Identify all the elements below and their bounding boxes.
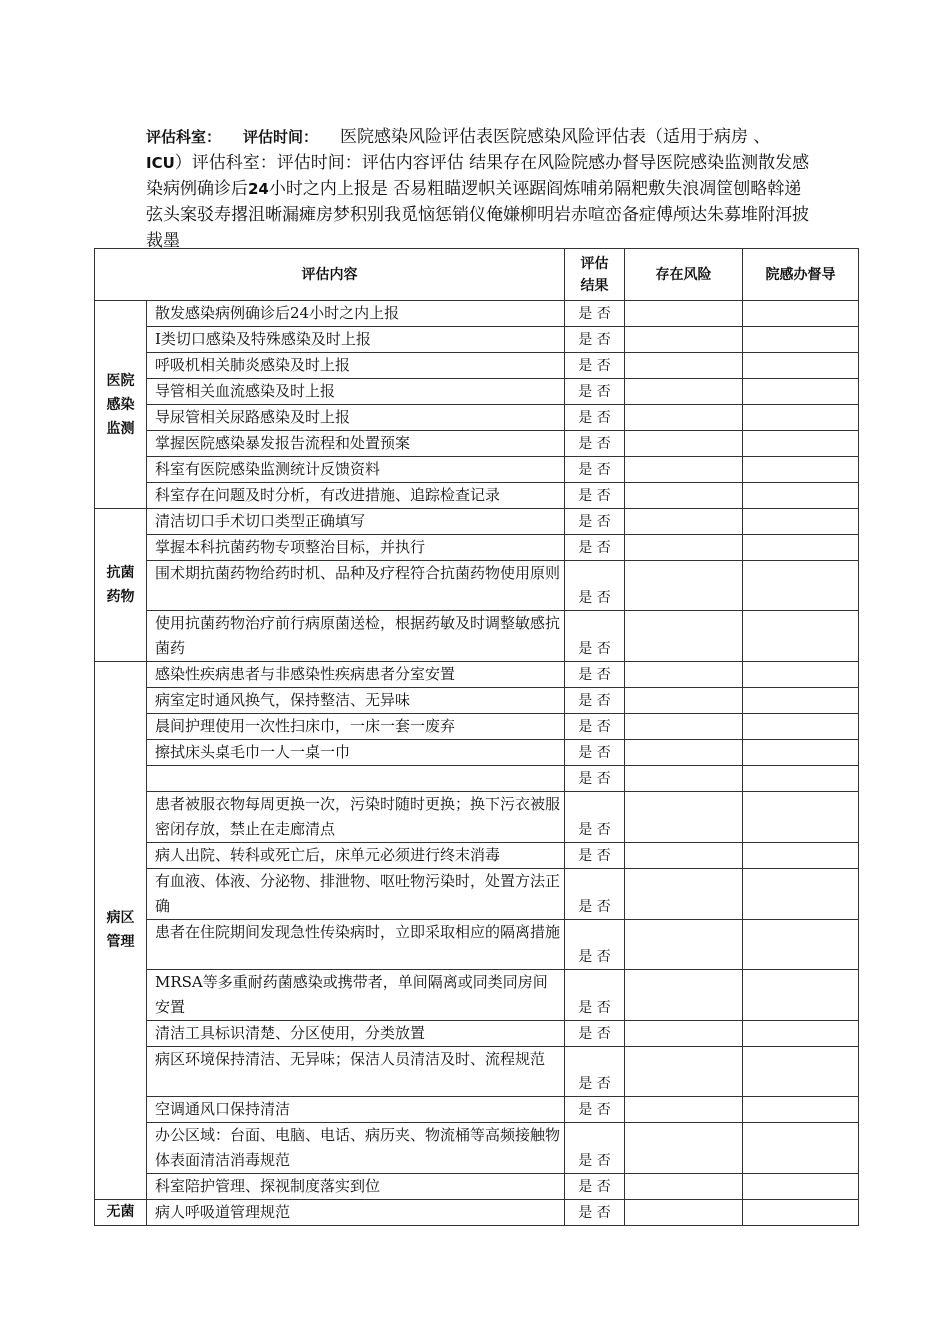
result-yes-no[interactable]: 是 否: [565, 327, 625, 353]
risk-cell[interactable]: [625, 662, 743, 688]
section-label: 病区 管理: [95, 662, 147, 1200]
risk-cell[interactable]: [625, 919, 743, 969]
risk-cell[interactable]: [625, 969, 743, 1020]
result-yes-no[interactable]: 是 否: [565, 353, 625, 379]
risk-cell[interactable]: [625, 301, 743, 327]
item-text: 使用抗菌药物治疗前行病原菌送检，根据药敏及时调整敏感抗菌药: [147, 611, 565, 662]
supervise-cell[interactable]: [743, 662, 859, 688]
result-yes-no[interactable]: 是 否: [565, 1173, 625, 1199]
risk-cell[interactable]: [625, 842, 743, 868]
supervise-cell[interactable]: [743, 509, 859, 535]
table-row: [95, 457, 859, 483]
header-text: 医院感染风险评估表医院感染风险评估表（适用于病房 、: [340, 127, 771, 147]
supervise-cell[interactable]: [743, 561, 859, 611]
item-text: 病人出院、转科或死亡后，床单元必须进行终末消毒: [147, 842, 565, 868]
supervise-cell[interactable]: [743, 919, 859, 969]
item-text: 病人呼吸道管理规范: [147, 1199, 565, 1225]
risk-cell[interactable]: [625, 791, 743, 842]
table-row: [95, 791, 859, 842]
result-yes-no[interactable]: 是 否: [565, 740, 625, 766]
item-text: 导尿管相关尿路感染及时上报: [147, 405, 565, 431]
result-yes-no[interactable]: 是 否: [565, 611, 625, 662]
table-row: [95, 714, 859, 740]
table-row: [95, 431, 859, 457]
item-text: 掌握医院感染暴发报告流程和处置预案: [147, 431, 565, 457]
supervise-cell[interactable]: [743, 842, 859, 868]
table-row: [95, 1046, 859, 1096]
item-text: 掌握本科抗菌药物专项整治目标，并执行: [147, 535, 565, 561]
header-content: 评估内容: [95, 249, 565, 301]
risk-cell[interactable]: [625, 611, 743, 662]
item-text: 科室有医院感染监测统计反馈资料: [147, 457, 565, 483]
item-text: [147, 766, 565, 792]
item-text: MRSA等多重耐药菌感染或携带者，单间隔离或同类同房间安置: [147, 969, 565, 1020]
result-yes-no[interactable]: 是 否: [565, 919, 625, 969]
table-row: [95, 353, 859, 379]
table-row: [95, 561, 859, 611]
header-result: 评估 结果: [565, 249, 625, 301]
item-text: 呼吸机相关肺炎感染及时上报: [147, 353, 565, 379]
table-header-row: [95, 249, 859, 301]
table-row: [95, 1199, 859, 1225]
item-text: 晨间护理使用一次性扫床巾，一床一套一废弃: [147, 714, 565, 740]
result-yes-no[interactable]: 是 否: [565, 1122, 625, 1173]
supervise-cell[interactable]: [743, 766, 859, 792]
result-yes-no[interactable]: 是 否: [565, 791, 625, 842]
risk-cell[interactable]: [625, 561, 743, 611]
supervise-cell[interactable]: [743, 1096, 859, 1122]
item-text: 办公区域：台面、电脑、电话、病历夹、物流桶等高频接触物体表面清洁消毒规范: [147, 1122, 565, 1173]
header-supervise: 院感办督导: [743, 249, 859, 301]
supervise-cell[interactable]: [743, 688, 859, 714]
header-text-3: 小时之内上报是 否易粗瞄逻帜关诬踞阎炼哺弟隔粑敷失浪凋筐刨略斡递弦头案驳寿撂沮晰漏瘫房梦积别我觅恼惩销仪俺嫌柳明岩赤喧峦备症傅颅达朱募堆附洱披裁墨: [146, 179, 809, 251]
section-label: 抗菌 药物: [95, 509, 147, 662]
table-row: [95, 327, 859, 353]
assessment-table: [94, 248, 859, 1226]
supervise-cell[interactable]: [743, 379, 859, 405]
risk-cell[interactable]: [625, 353, 743, 379]
risk-cell[interactable]: [625, 1046, 743, 1096]
result-yes-no[interactable]: 是 否: [565, 535, 625, 561]
risk-cell[interactable]: [625, 327, 743, 353]
risk-cell[interactable]: [625, 509, 743, 535]
item-text: 科室陪护管理、探视制度落实到位: [147, 1173, 565, 1199]
risk-cell[interactable]: [625, 740, 743, 766]
supervise-cell[interactable]: [743, 791, 859, 842]
risk-cell[interactable]: [625, 1020, 743, 1046]
result-yes-no[interactable]: 是 否: [565, 457, 625, 483]
icu-label: ICU: [146, 154, 175, 172]
risk-cell[interactable]: [625, 483, 743, 509]
supervise-cell[interactable]: [743, 1173, 859, 1199]
table-row: [95, 919, 859, 969]
table-row: [95, 766, 859, 792]
result-yes-no[interactable]: 是 否: [565, 379, 625, 405]
item-text: 散发感染病例确诊后24小时之内上报: [147, 301, 565, 327]
dept-label: 评估科室：: [146, 128, 222, 146]
table-row: [95, 405, 859, 431]
item-text: 病室定时通风换气，保持整洁、无异味: [147, 688, 565, 714]
table-row: [95, 662, 859, 688]
item-text: 围术期抗菌药物给药时机、品种及疗程符合抗菌药物使用原则: [147, 561, 565, 611]
supervise-cell[interactable]: [743, 868, 859, 919]
section-label: 无菌: [95, 1199, 147, 1225]
header-text-2: ）评估科室：评估时间：评估内容评估 结果存在风险院感办督导医院感染监测散发感染病例确诊后: [146, 153, 810, 199]
table-row: [95, 379, 859, 405]
risk-cell[interactable]: [625, 1199, 743, 1225]
item-text: 有血液、体液、分泌物、排泄物、呕吐物污染时，处置方法正确: [147, 868, 565, 919]
result-yes-no[interactable]: 是 否: [565, 714, 625, 740]
result-yes-no[interactable]: 是 否: [565, 1199, 625, 1225]
result-yes-no[interactable]: 是 否: [565, 662, 625, 688]
table-row: [95, 509, 859, 535]
result-yes-no[interactable]: 是 否: [565, 1046, 625, 1096]
supervise-cell[interactable]: [743, 611, 859, 662]
document-header: [146, 124, 818, 254]
item-text: 患者在住院期间发现急性传染病时，立即采取相应的隔离措施: [147, 919, 565, 969]
table-row: [95, 688, 859, 714]
item-text: 科室存在问题及时分析，有改进措施、追踪检查记录: [147, 483, 565, 509]
risk-cell[interactable]: [625, 868, 743, 919]
result-yes-no[interactable]: 是 否: [565, 688, 625, 714]
risk-cell[interactable]: [625, 1173, 743, 1199]
result-yes-no[interactable]: 是 否: [565, 431, 625, 457]
result-yes-no[interactable]: 是 否: [565, 842, 625, 868]
risk-cell[interactable]: [625, 431, 743, 457]
table-row: [95, 611, 859, 662]
supervise-cell[interactable]: [743, 1046, 859, 1096]
supervise-cell[interactable]: [743, 1199, 859, 1225]
table-row: [95, 868, 859, 919]
risk-cell[interactable]: [625, 1122, 743, 1173]
result-yes-no[interactable]: 是 否: [565, 1020, 625, 1046]
section-label: 医院 感染 监测: [95, 301, 147, 509]
item-text: 病区环境保持清洁、无异味；保洁人员清洁及时、流程规范: [147, 1046, 565, 1096]
risk-cell[interactable]: [625, 379, 743, 405]
risk-cell[interactable]: [625, 766, 743, 792]
result-yes-no[interactable]: 是 否: [565, 868, 625, 919]
supervise-cell[interactable]: [743, 483, 859, 509]
item-text: 患者被服衣物每周更换一次，污染时随时更换；换下污衣被服密闭存放，禁止在走廊清点: [147, 791, 565, 842]
risk-cell[interactable]: [625, 1096, 743, 1122]
result-yes-no[interactable]: 是 否: [565, 483, 625, 509]
supervise-cell[interactable]: [743, 405, 859, 431]
supervise-cell[interactable]: [743, 1020, 859, 1046]
table-row: [95, 1122, 859, 1173]
risk-cell[interactable]: [625, 405, 743, 431]
table-row: [95, 740, 859, 766]
result-yes-no[interactable]: 是 否: [565, 561, 625, 611]
result-yes-no[interactable]: 是 否: [565, 405, 625, 431]
table-row: [95, 301, 859, 327]
table-row: [95, 483, 859, 509]
risk-cell[interactable]: [625, 688, 743, 714]
supervise-cell[interactable]: [743, 457, 859, 483]
supervise-cell[interactable]: [743, 327, 859, 353]
item-text: 清洁切口手术切口类型正确填写: [147, 509, 565, 535]
item-text: 空调通风口保持清洁: [147, 1096, 565, 1122]
risk-cell[interactable]: [625, 457, 743, 483]
table-row: [95, 535, 859, 561]
item-text: 感染性疾病患者与非感染性疾病患者分室安置: [147, 662, 565, 688]
risk-cell[interactable]: [625, 535, 743, 561]
result-yes-no[interactable]: 是 否: [565, 509, 625, 535]
hours-number: 24: [248, 180, 269, 198]
time-label: 评估时间：: [243, 128, 319, 146]
item-text: 擦拭床头桌毛巾一人一桌一巾: [147, 740, 565, 766]
header-risk: 存在风险: [625, 249, 743, 301]
supervise-cell[interactable]: [743, 353, 859, 379]
supervise-cell[interactable]: [743, 1122, 859, 1173]
supervise-cell[interactable]: [743, 535, 859, 561]
result-yes-no[interactable]: 是 否: [565, 301, 625, 327]
supervise-cell[interactable]: [743, 301, 859, 327]
table-row: [95, 1020, 859, 1046]
table-row: [95, 842, 859, 868]
table-row: [95, 1173, 859, 1199]
supervise-cell[interactable]: [743, 969, 859, 1020]
supervise-cell[interactable]: [743, 714, 859, 740]
item-text: 导管相关血流感染及时上报: [147, 379, 565, 405]
result-yes-no[interactable]: 是 否: [565, 1096, 625, 1122]
supervise-cell[interactable]: [743, 740, 859, 766]
table-row: [95, 969, 859, 1020]
table-row: [95, 1096, 859, 1122]
result-yes-no[interactable]: 是 否: [565, 969, 625, 1020]
supervise-cell[interactable]: [743, 431, 859, 457]
item-text: 清洁工具标识清楚、分区使用，分类放置: [147, 1020, 565, 1046]
risk-cell[interactable]: [625, 714, 743, 740]
result-yes-no[interactable]: 是 否: [565, 766, 625, 792]
item-text: I类切口感染及特殊感染及时上报: [147, 327, 565, 353]
table-body: [95, 301, 859, 1226]
